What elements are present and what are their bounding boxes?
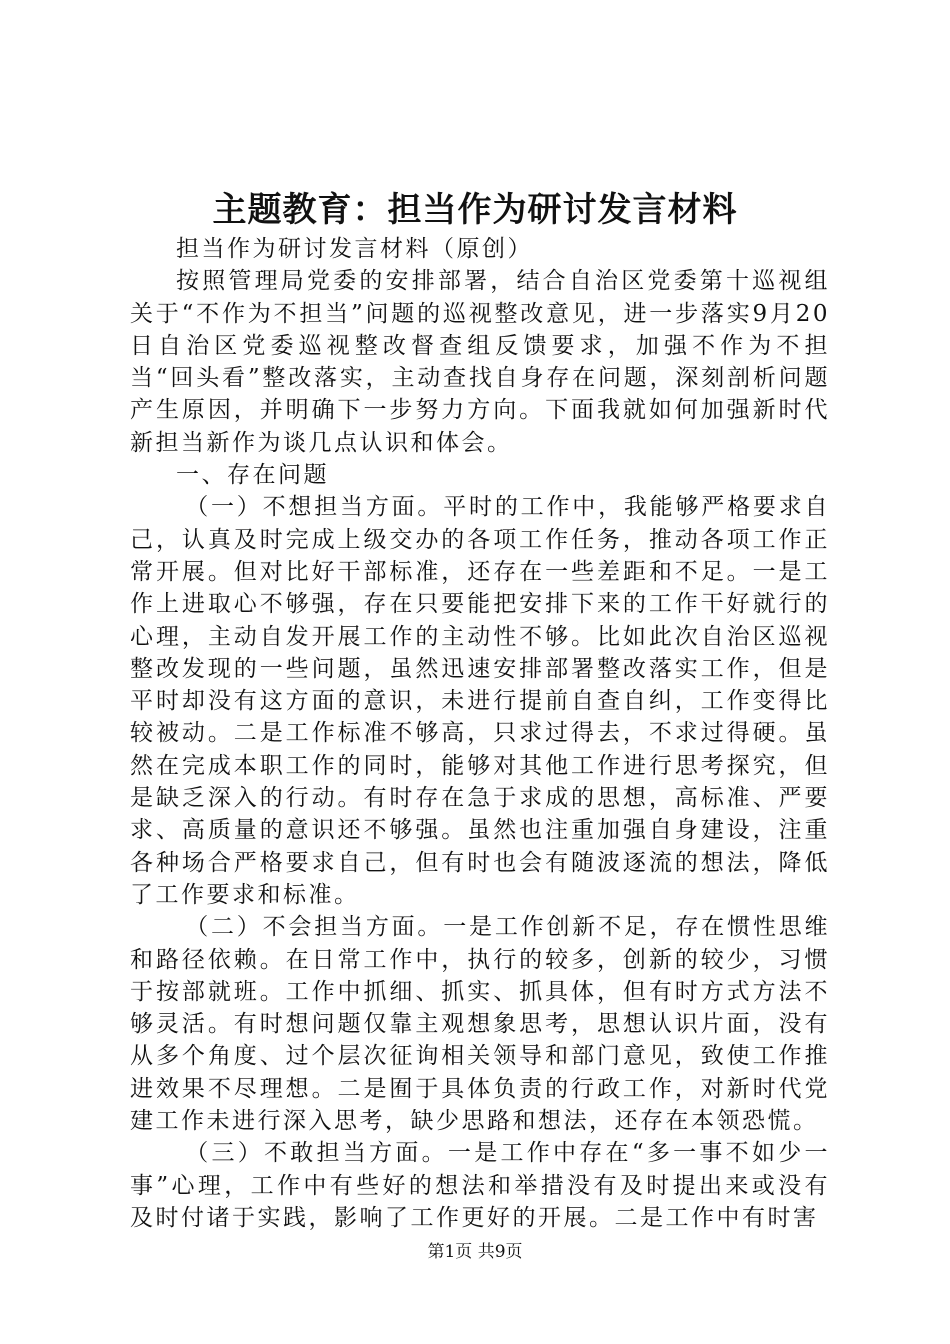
issue-paragraph-1: （一）不想担当方面。平时的工作中，我能够严格要求自己，认真及时完成上级交办的各项工作任务，推动各项工作正常开展。但对比好干部标准，还存在一些差距和不足。一是工作上进取心不够强，存在只要能把安排下来的工作干好就行的心理，主动自发开展工作的主动性不够。比如此次自治区巡视整改发现的一些问题，虽然迅速安排部署整改落实工作，但是平时却没有这方面的意识，未进行提前自查自纠，工作变得比较被动。二是工作标准不够高，只求过得去，不求过得硬。虽然在完成本职工作的同时，能够对其他工作进行思考探究，但是缺乏深入的行动。有时存在急于求成的思想，高标准、严要求、高质量的意识还不够强。虽然也注重加强自身建设，注重各种场合严格要求自己，但有时也会有随波逐流的想法，降低了工作要求和标准。 (130, 494, 830, 908)
page-number: 第1页 共9页 (427, 1242, 523, 1262)
document-body (130, 233, 830, 1234)
subtitle-paragraph: 担当作为研讨发言材料（原创） (176, 236, 533, 262)
document-title: 主题教育：担当作为研讨发言材料 (212, 190, 738, 230)
intro-paragraph: 按照管理局党委的安排部署，结合自治区党委第十巡视组关于“不作为不担当”问题的巡视整改意见，进一步落实9月20日自治区党委巡视整改督查组反馈要求，加强不作为不担当“回头看”整改落实，主动查找自身存在问题，深刻剖析问题产生原因，并明确下一步努力方向。下面我就如何加强新时代新担当新作为谈几点认识和体会。 (130, 268, 830, 456)
issue-paragraph-2: （二）不会担当方面。一是工作创新不足，存在惯性思维和路径依赖。在日常工作中，执行的较多，创新的较少，习惯于按部就班。工作中抓细、抓实、抓具体，但有时方式方法不够灵活。有时想问题仅靠主观想象思考，思想认识片面，没有从多个角度、过个层次征询相关领导和部门意见，致使工作推进效果不尽理想。二是囿于具体负责的行政工作，对新时代党建工作未进行深入思考，缺少思路和想法，还存在本领恐慌。 (130, 914, 830, 1135)
issue-paragraph-3: （三）不敢担当方面。一是工作中存在“多一事不如少一事”心理，工作中有些好的想法和举措没有及时提出来或没有及时付诸于实践，影响了工作更好的开展。二是工作中有时害 (130, 1140, 830, 1231)
section-heading: 一、存在问题 (176, 462, 329, 489)
